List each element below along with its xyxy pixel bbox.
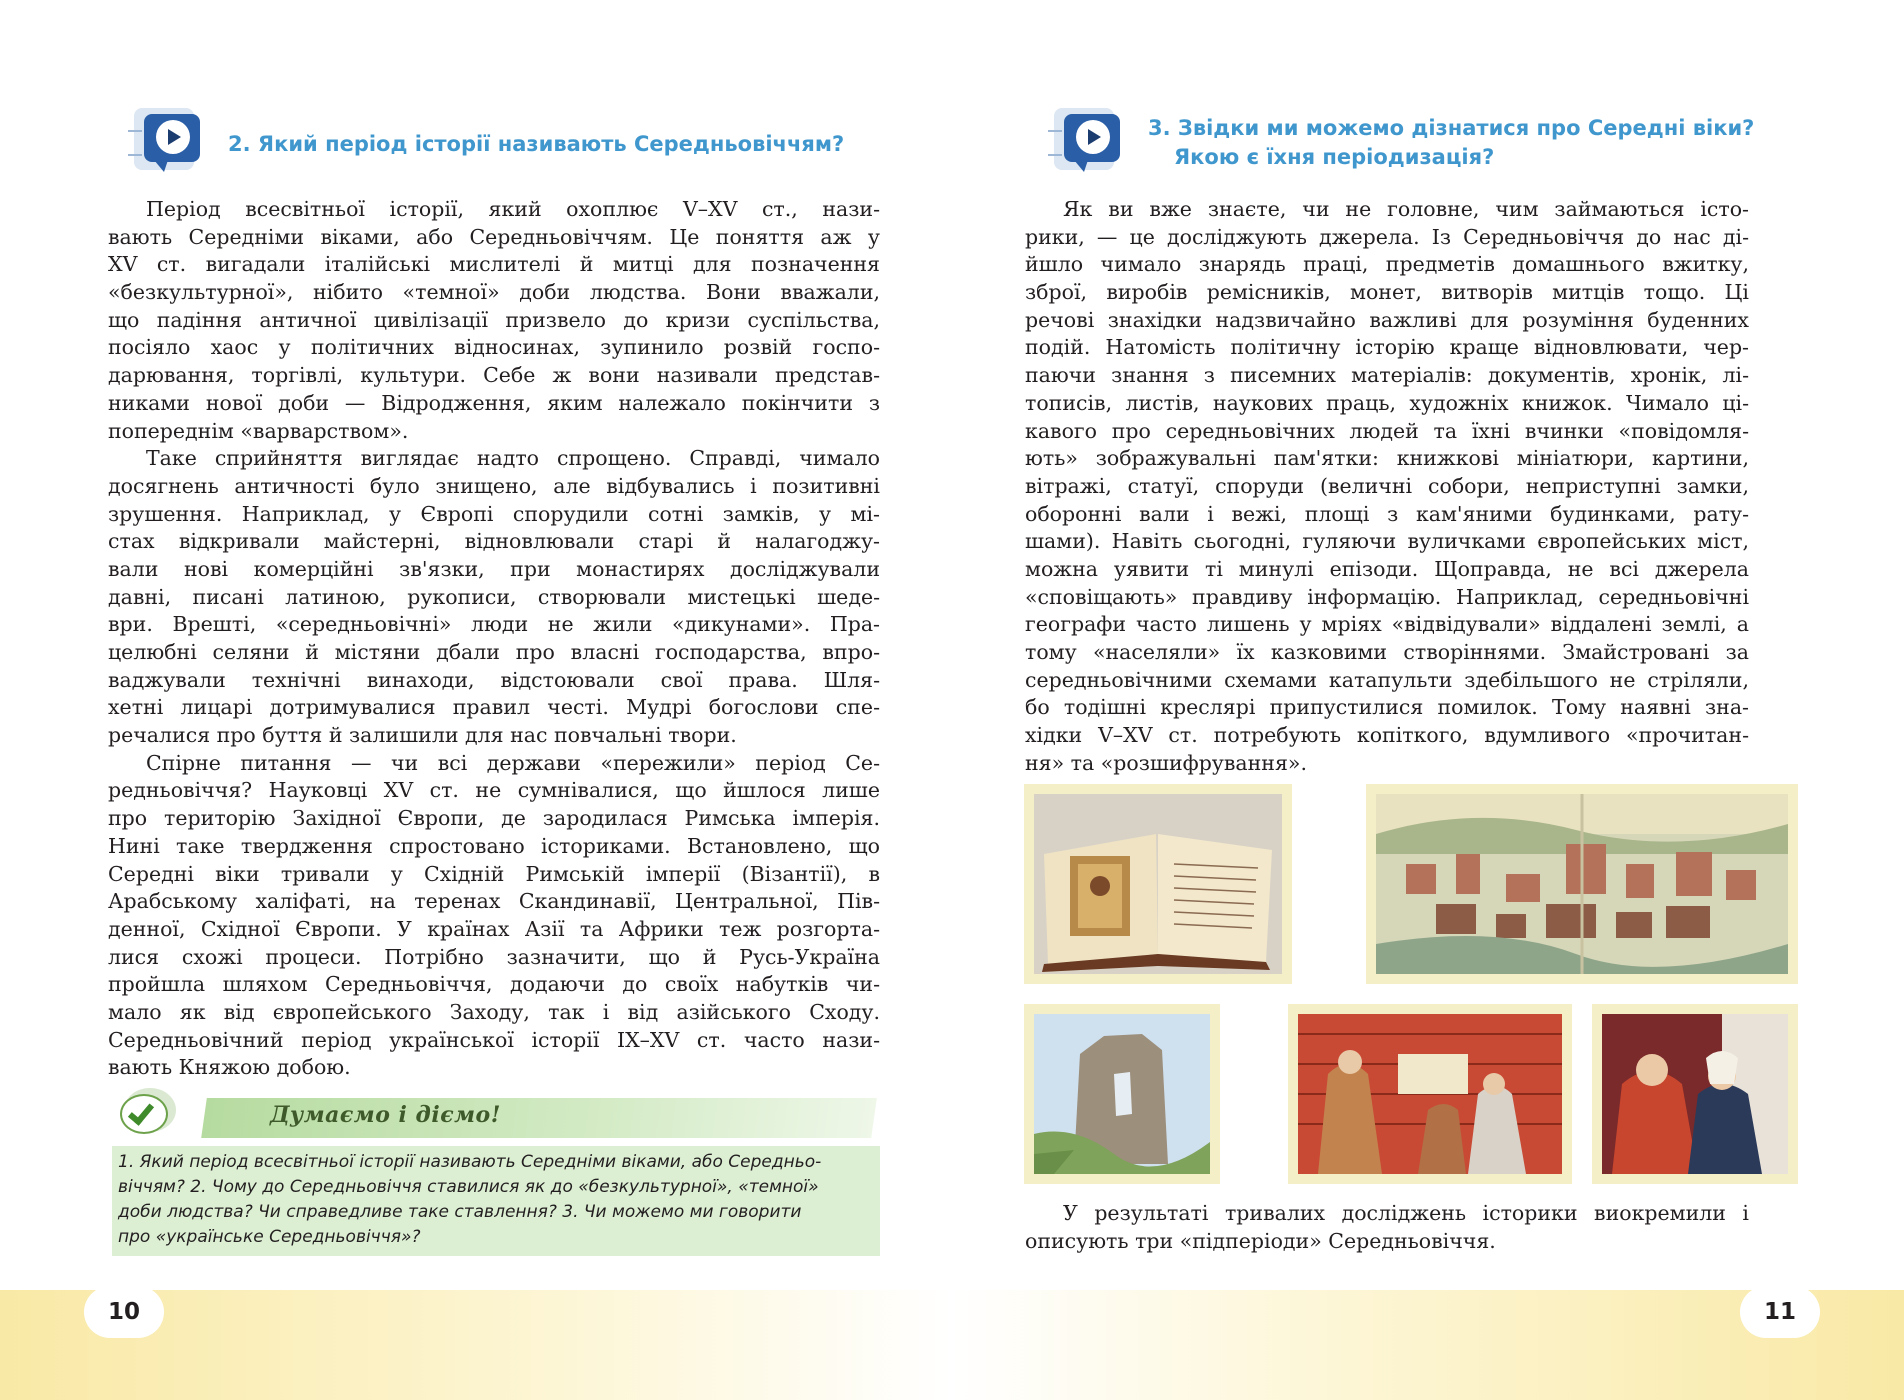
text-line: ври. Врешті, «середньовічні» люди не жили «дикунами». Пра- (108, 612, 880, 637)
text-line: хідки V–XV ст. потребують копіткого, вдумливого «прочитан- (1025, 723, 1749, 748)
text-line: «сповіщають» правдиву інформацію. Наприклад, середньовічні (1025, 584, 1749, 609)
text-line: XV ст. вигадали італійські мислителі й митці для позначення (108, 252, 880, 277)
text-line: зброї, виробів ремісників, монет, витворів митців тощо. Ці (1025, 280, 1749, 305)
text-line: Спірне питання — чи всі держави «пережили» період Се- (146, 750, 880, 775)
text-line: Як ви вже знаєте, чи не головне, чим займаються істо- (1063, 197, 1749, 221)
think-questions (112, 1146, 880, 1256)
text-line: можна уявити ті минулі епізоди. Щоправда, не всі джерела (1025, 556, 1749, 581)
section-heading-3 (1048, 104, 1754, 174)
text-line: давні, писані латиною, рукописи, створювали мистецькі шеде- (108, 584, 880, 609)
check-bubble-icon (112, 1088, 184, 1148)
text-line: Арабському халіфаті, на теренах Скандинавії, Центральної, Пів- (108, 889, 880, 914)
text-line: йшло чимало знарядь праці, предметів домашнього вжитку, (1025, 252, 1749, 277)
text-line: вали нові комерційні зв'язки, при монастирях досліджували (108, 556, 880, 581)
text-line: «безкультурної», нібито «темної» доби людства. Вони вважали, (108, 280, 880, 305)
text-line: оборонні вали і вежі, площі з кам'яними будинками, рату- (1025, 501, 1749, 526)
text-line: досягнень античності було знищено, але відбувались і позитивні (108, 473, 880, 498)
photo-medieval-city (1366, 784, 1798, 984)
text-line: посіяло хаос у політичних відносинах, зупинило розвій госпо- (108, 335, 880, 360)
right-page (952, 0, 1904, 1400)
text-line: середньовічними схемами катапульти здебільшого не стріляли, (1025, 667, 1749, 692)
text-line: Середньовічний період української історії IX–XV ст. часто нази- (108, 1027, 880, 1052)
text-line: никами нової доби — Відродження, яким належало покінчити з (108, 390, 880, 415)
text-line: вітражі, статуї, споруди (величні собори, неприступні замки, (1025, 473, 1749, 498)
text-line: денної, Східної Європи. У країнах Азії та Африки теж розгорта- (108, 916, 880, 941)
text-line: хетні лицарі дотримувалися правил честі. Мудрі богослови спе- (108, 695, 880, 720)
text-line: кавого про середньовічних людей та їхні вчинки «повідомля- (1025, 418, 1749, 443)
text-line: дарювання, торгівлі, культури. Себе ж вони називали представ- (108, 363, 880, 388)
photo-ruined-tower (1024, 1004, 1220, 1184)
text-line: ня» та «розшифрування». (1025, 750, 1307, 775)
text-line: речові знахідки надзвичайно важливі для розуміння буденних (1025, 307, 1749, 332)
text-line: зрушення. Наприклад, у Європі спорудили сотні замків, у мі- (108, 501, 880, 526)
photo-medieval-women (1592, 1004, 1798, 1184)
think-and-act-box (112, 1088, 880, 1256)
photo-manuscript-book (1024, 784, 1292, 984)
text-line: вають Середніми віками, або Середньовіччям. Це поняття аж у (108, 224, 880, 249)
section-title-line-2: Якою є їхня періодизація? (1174, 145, 1495, 169)
text-line: шами). Навіть сьогодні, гуляючи вуличками європейських міст, (1025, 529, 1749, 554)
text-line: тому «населяли» їх казковими створіннями. Змайстровані за (1025, 640, 1749, 664)
right-body-text (1025, 196, 1749, 777)
text-line: тописів, листів, наукових праць, художніх книжок. Чимало ці- (1025, 390, 1749, 415)
page-number-left: 10 (84, 1286, 164, 1338)
text-line: Середні віки тривали у Східній Римській імперії (Візантії), в (108, 861, 880, 886)
text-line: попереднім «варварством». (108, 418, 409, 443)
left-body-text (108, 196, 880, 1082)
text-line: Таке сприйняття виглядає надто спрощено. Справді, чимало (146, 446, 880, 471)
text-line: целюбні селяни й містяни дбали про власні господарства, впро- (108, 640, 880, 664)
think-title: Думаємо і діємо! (270, 1102, 501, 1128)
video-play-icon[interactable] (1048, 104, 1128, 174)
text-line: У результаті тривалих досліджень історики виокремили і (1063, 1201, 1749, 1225)
text-line: ють» зображувальні пам'ятки: книжкові мініатюри, картини, (1025, 446, 1749, 471)
text-line: Період всесвітньої історії, який охоплює V–XV ст., нази- (146, 197, 880, 221)
text-line: рики, — це досліджують джерела. Із Середньовіччя до нас ді- (1025, 224, 1749, 249)
text-line: ваджували технічні винаходи, відстоювали свої права. Шля- (108, 667, 880, 692)
text-line: віччям? 2. Чому до Середньовіччя ставилися як до «безкультурної», «темної» (118, 1177, 819, 1197)
text-line: стах відкривали майстерні, відновлювали старі й налагоджу- (108, 529, 880, 554)
think-banner (112, 1088, 880, 1144)
text-line: вають Княжою добою. (108, 1055, 351, 1080)
text-line: доби людства? Чи справедливе таке ставлення? 3. Чи можемо ми говорити (118, 1202, 802, 1222)
text-line: лися схожі процеси. Потрібно зазначити, що й Русь-Україна (108, 944, 880, 969)
page-number-right: 11 (1740, 1286, 1820, 1338)
text-line: бо тодішні креслярі припустилися помилок. Тому наявні зна- (1025, 695, 1749, 720)
text-line: редньовіччя? Науковці XV ст. не сумнівалися, що йшлося лише (108, 778, 880, 803)
text-line: описують три «підперіоди» Середньовіччя. (1025, 1228, 1496, 1253)
right-closing-text (1025, 1200, 1749, 1255)
text-line: географи часто лишень у мріях «відвідували» віддалені землі, а (1025, 612, 1749, 637)
text-line: мало як від європейського Заходу, так і від азійського Сходу. (108, 999, 880, 1024)
text-line: пройшла шляхом Середньовіччя, додаючи до своїх набутків чи- (108, 972, 880, 997)
text-line: 1. Який період всесвітньої історії називають Середніми віками, або Середньо- (118, 1152, 822, 1172)
text-line: Нині таке твердження спростовано істориками. Встановлено, що (108, 833, 880, 858)
text-line: паючи знання з писемних матеріалів: документів, хронік, лі- (1025, 363, 1749, 388)
photo-monks-miniature (1288, 1004, 1572, 1184)
section-title-line-1: 3. Звідки ми можемо дізнатися про Середні віки? (1148, 116, 1755, 140)
section-title: 2. Який період історії називають Середньовіччям? (228, 132, 845, 156)
text-line: що падіння античної цивілізації призвело до кризи суспільства, (108, 307, 880, 332)
video-play-icon[interactable] (128, 104, 208, 174)
text-line: речалися про буття й залишили для нас повчальні твори. (108, 723, 737, 748)
text-line: про «українське Середньовіччя»? (118, 1227, 421, 1247)
text-line: подій. Натомість політичну історію краще відновлювати, чер- (1025, 335, 1749, 360)
text-line: про територію Західної Європи, де зародилася Римська імперія. (108, 806, 880, 831)
section-heading-2 (128, 104, 844, 174)
